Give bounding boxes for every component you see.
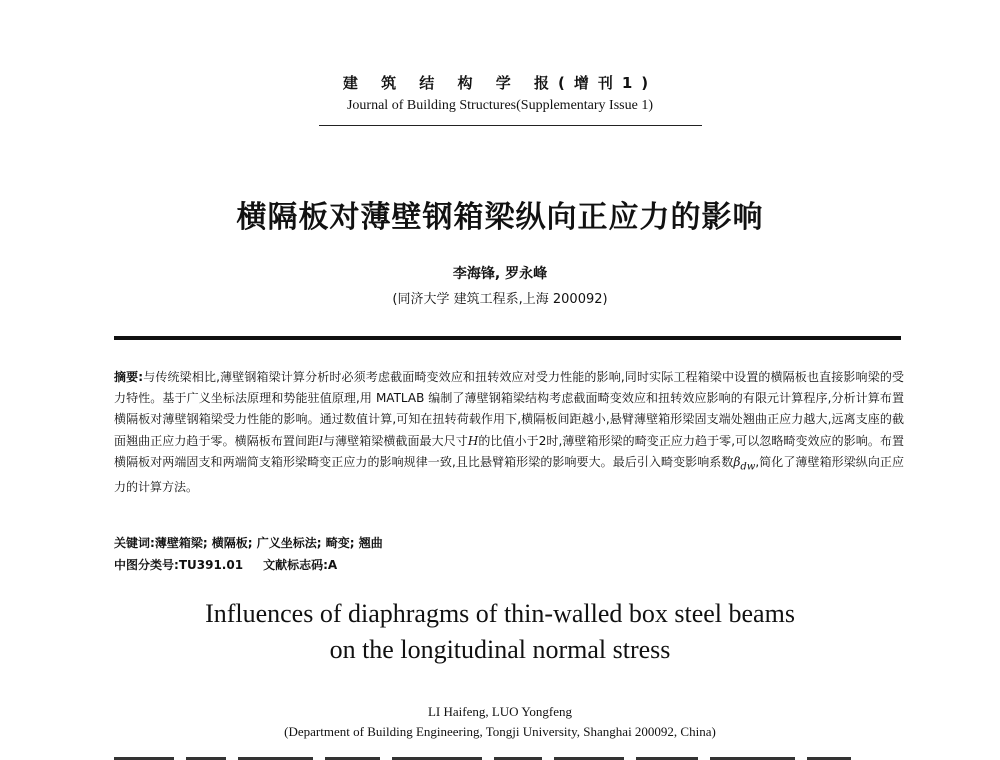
affiliation-cn: (同济大学 建筑工程系,上海 200092) [392,292,608,307]
clc-label: 中图分类号: [114,558,179,572]
abstract-cn [114,367,904,499]
paper-title-en [0,596,1000,668]
doc-code-value: A [327,558,338,572]
section-divider [114,336,901,340]
title-en-line2: on the longitudinal normal stress [329,635,671,664]
symbol-H: H [467,433,479,448]
affiliation-en: (Department of Building Engineering, Tongji University, Shanghai 200092, China) [284,724,716,739]
symbol-beta: β [733,454,741,469]
doc-code-label: 文献标志码: [263,558,328,572]
abstract-text-part3: 的比值小于2时,薄壁箱形梁的畸变正应力趋于零,可以忽略畸变效应的影响。布置横隔板对两端固支和两端简支箱形梁畸变正应力的影响规律一致,且比悬臂箱形梁的影响要大。最后引入畸变影响系数 [114,433,904,469]
abstract-text-part4: ,简化了薄壁箱形梁纵向正应力的计算方法。 [114,454,904,495]
symbol-beta-subscript: dw [740,461,756,473]
abstract-text-part1: 与传统梁相比,薄壁钢箱梁计算分析时必须考虑截面畸变效应和扭转效应对受力性能的影响,同时实际工程箱梁中设置的横隔板也直接影响梁的受力特性。基于广义坐标法原理和势能驻值原理,用 MATLAB 编制了薄壁钢箱梁结构考虑截面畸变效应和扭转效应影响的有限元计算程序,分析计算布置横隔板对薄壁钢箱梁受力性能的影响。通过数值计算,可知在扭转荷载作用下,横隔板间距越小,悬臂薄壁箱形梁固支端处翘曲正应力越大,远离支座的截面翘曲正应力趋于零。横隔板布置间距 [114,370,904,448]
title-en-line1: Influences of diaphragms of thin-walled box steel beams [205,599,795,628]
journal-name-cn: 建 筑 结 构 学 报(增刊1) [342,74,658,92]
cropped-text-line [114,752,901,760]
classification-line [114,556,337,573]
keywords-text: 薄壁箱梁; 横隔板; 广义坐标法; 畸变; 翘曲 [154,536,383,550]
authors-en: LI Haifeng, LUO Yongfeng [427,704,573,719]
keywords-label: 关键词: [114,536,155,550]
paper-title-cn: 横隔板对薄壁钢箱梁纵向正应力的影响 [236,200,764,235]
abstract-label: 摘要: [114,370,144,384]
clc-value: TU391.01 [178,558,244,572]
header-rule [319,125,702,126]
keywords-line [114,534,383,551]
abstract-text-part2: 与薄壁箱梁横截面最大尺寸 [322,433,468,448]
authors-cn: 李海锋, 罗永峰 [452,266,548,282]
symbol-l: l [319,433,323,448]
journal-name-en: Journal of Building Structures(Supplementary Issue 1) [346,98,653,113]
